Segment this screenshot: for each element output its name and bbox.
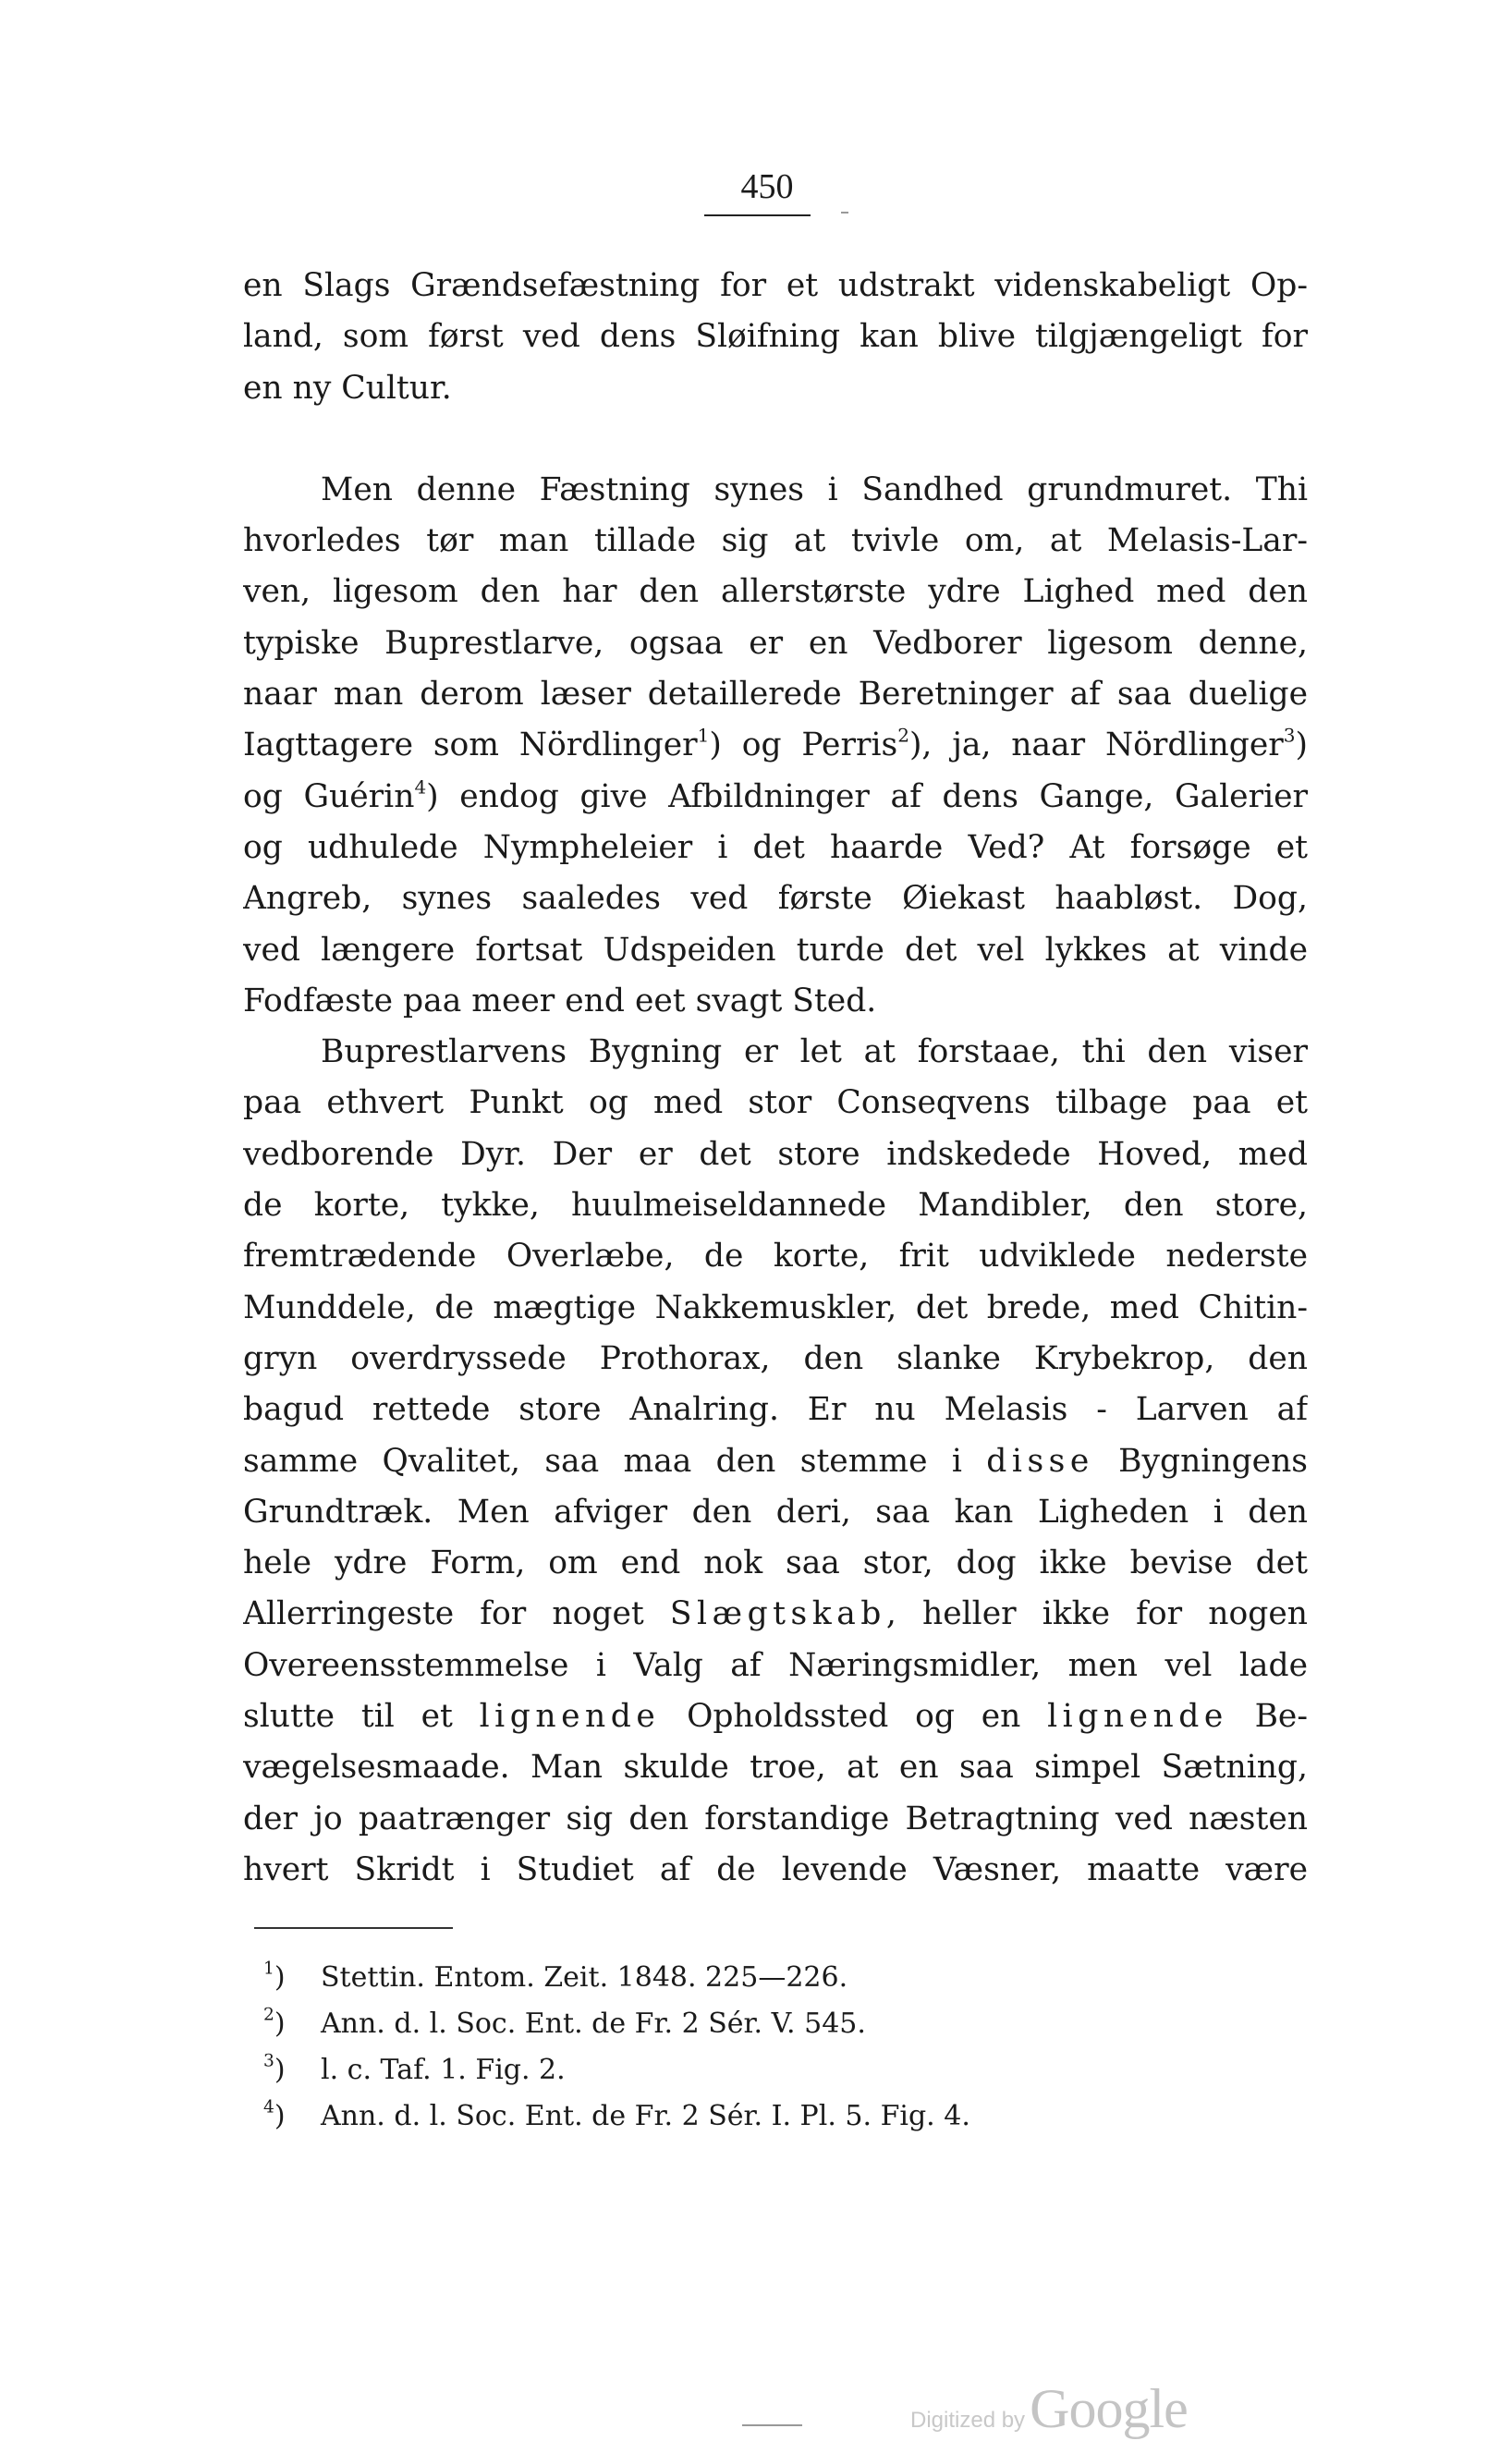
text-line: hvorledes tør man tillade sig at tvivle om, at Melasis-Lar- xyxy=(243,522,1308,560)
text-line: Munddele, de mægtige Nakkemuskler, det brede, med Chitin- xyxy=(243,1288,1308,1326)
watermark-caption: Digitized by xyxy=(910,2408,1026,2433)
paragraph-gap xyxy=(243,414,1308,465)
text-line: vægelsesmaade. Man skulde troe, at en saa simpel Sætning, xyxy=(243,1749,1308,1787)
footnote-ref: 2 xyxy=(897,724,909,747)
text-line: ven, ligesom den har den allerstørste ydre Lighed med den xyxy=(243,573,1308,611)
text-line: og udhulede Nympheleier i det haarde Ved? At forsøge et xyxy=(243,828,1308,866)
text-line: Fodfæste paa meer end eet svagt Sted. xyxy=(243,982,877,1019)
text-line: en Slags Grændsefæstning for et udstrakt videnskabeligt Op- xyxy=(243,267,1308,304)
text-run: Bygningens xyxy=(1093,1442,1308,1480)
text-line xyxy=(243,720,1308,771)
footnote-text: Stettin. Entom. Zeit. 1848. 225—226. xyxy=(321,1961,848,1994)
footnote-mark-number: 4 xyxy=(263,2097,274,2118)
text-line: naar man derom læser detaillerede Beretninger af saa duelige xyxy=(243,676,1308,714)
footnote xyxy=(263,2093,1188,2140)
text-line: Angreb, synes saaledes ved første Øiekast haabløst. Dog, xyxy=(243,880,1308,918)
emphasis: disse xyxy=(986,1442,1094,1480)
text-line: Men denne Fæstning synes i Sandhed grundmuret. Thi xyxy=(321,470,1308,508)
footnote-mark: $^2$) xyxy=(263,2005,286,2040)
google-logo: Google xyxy=(1030,2378,1188,2439)
text-run: ) og Perris xyxy=(709,726,898,764)
text-run: Be- xyxy=(1227,1698,1308,1736)
footnote xyxy=(263,2001,1188,2047)
text-run: samme Qvalitet, saa maa den stemme i xyxy=(243,1442,987,1480)
footnote xyxy=(263,2047,1188,2093)
footnotes xyxy=(263,1955,1188,2140)
text-line xyxy=(243,772,1308,823)
text-line: de korte, tykke, huulmeiseldannede Mandibler, den store, xyxy=(243,1187,1308,1225)
text-line xyxy=(243,1436,1308,1487)
text-line: hvert Skridt i Studiet af de levende Væsner, maatte være xyxy=(243,1850,1308,1888)
footnote-ref: 1 xyxy=(697,724,710,747)
text-line: vedborende Dyr. Der er det store indskedede Hoved, med xyxy=(243,1135,1308,1173)
text-line: ved længere fortsat Udspeiden turde det vel lykkes at vinde xyxy=(243,931,1308,969)
text-run: Allerringeste for noget xyxy=(243,1595,670,1633)
footnote-rule xyxy=(254,1927,453,1929)
footnote-mark-number: 3 xyxy=(263,2051,274,2071)
footnote-mark: $^1$) xyxy=(263,1959,286,1994)
text-line: Overeensstemmelse i Valg af Næringsmidler, men vel lade xyxy=(243,1646,1308,1684)
footnote-mark-number: 1 xyxy=(263,1959,274,1979)
footnote-mark-number: 2 xyxy=(263,2005,274,2025)
footnote-mark: $^3$) xyxy=(263,2051,286,2086)
emphasis: lignende xyxy=(479,1698,661,1736)
footnote xyxy=(263,1955,1188,2001)
text-run: ) endog give Afbildninger af dens Gange, Galerier xyxy=(426,777,1308,815)
text-line: der jo paatrænger sig den forstandige Betragtning ved næsten xyxy=(243,1800,1308,1837)
text-line xyxy=(243,1589,1308,1640)
text-run: Opholdssted og en xyxy=(660,1698,1048,1736)
text-line: typiske Buprestlarve, ogsaa er en Vedborer ligesom denne, xyxy=(243,624,1308,662)
text-line: hele ydre Form, om end nok saa stor, dog ikke bevise det xyxy=(243,1544,1308,1582)
text-run: og Guérin xyxy=(243,777,415,815)
emphasis: Slægtskab xyxy=(669,1595,886,1633)
text-line: land, som først ved dens Sløifning kan blive tilgjængeligt for xyxy=(243,318,1308,356)
text-run: Iagttagere som Nördlinger xyxy=(243,726,698,764)
text-run: ) xyxy=(1295,726,1308,764)
text-run: slutte til et xyxy=(243,1698,480,1736)
text-line: Buprestlarvens Bygning er let at forstaae, thi den viser xyxy=(321,1033,1308,1071)
bottom-rule xyxy=(742,2424,802,2426)
text-run: ), ja, naar Nördlinger xyxy=(908,726,1284,764)
footnote-text: Ann. d. l. Soc. Ent. de Fr. 2 Sér. I. Pl. 5. Fig. 4. xyxy=(321,2100,970,2132)
text-line: gryn overdryssede Prothorax, den slanke Krybekrop, den xyxy=(243,1339,1308,1377)
page-number-tick xyxy=(841,212,848,214)
emphasis: lignende xyxy=(1047,1698,1228,1736)
footnote-text: l. c. Taf. 1. Fig. 2. xyxy=(321,2054,566,2086)
page-number-rule xyxy=(704,214,811,216)
page-number: 450 xyxy=(740,167,794,206)
footnote-ref: 3 xyxy=(1283,724,1296,747)
text-line xyxy=(243,1691,1308,1742)
text-run: , heller ikke for nogen xyxy=(885,1595,1308,1633)
text-line: Grundtræk. Men afviger den deri, saa kan Ligheden i den xyxy=(243,1493,1308,1531)
text-line: fremtrædende Overlæbe, de korte, frit udviklede nederste xyxy=(243,1238,1308,1275)
body-text xyxy=(243,261,1308,1896)
footnote-mark: $^4$) xyxy=(263,2097,286,2132)
footnote-text: Ann. d. l. Soc. Ent. de Fr. 2 Sér. V. 545. xyxy=(321,2008,866,2040)
text-line: bagud rettede store Analring. Er nu Melasis - Larven af xyxy=(243,1391,1308,1429)
text-line: en ny Cultur. xyxy=(243,369,452,407)
text-line: paa ethvert Punkt og med stor Conseqvens tilbage paa et xyxy=(243,1084,1308,1122)
footnote-ref: 4 xyxy=(414,775,427,799)
digitized-by-watermark xyxy=(910,2377,1188,2441)
